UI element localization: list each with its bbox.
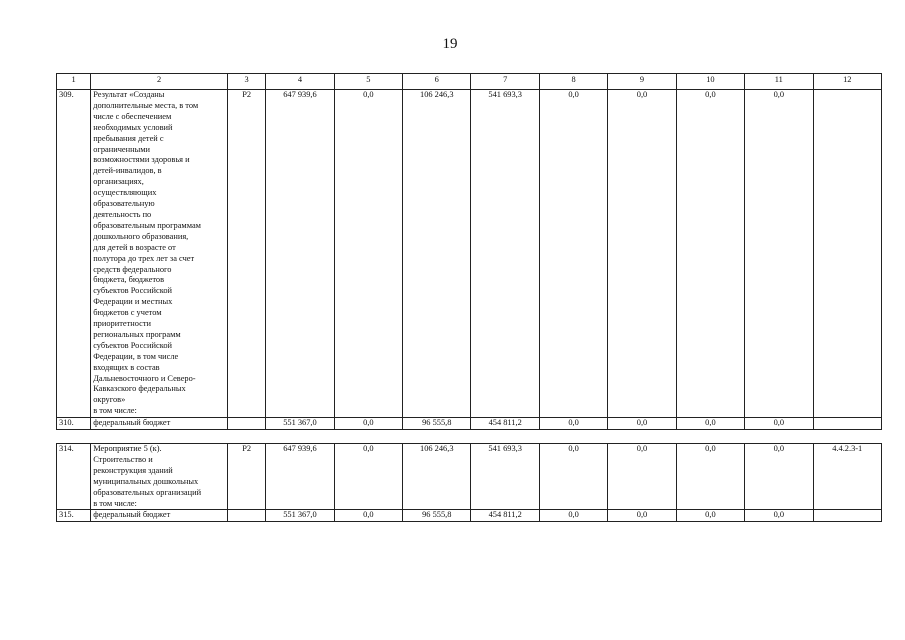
cell-col7: 454 811,2 (471, 510, 539, 522)
cell-col11: 0,0 (745, 418, 813, 430)
cell-col10: 0,0 (676, 444, 744, 510)
column-header: 2 (91, 74, 228, 90)
cell-col4: 647 939,6 (266, 444, 334, 510)
cell-col10: 0,0 (676, 90, 744, 418)
column-header: 6 (403, 74, 471, 90)
page-number: 19 (442, 36, 458, 52)
cell-col3 (228, 510, 266, 522)
cell-col9: 0,0 (608, 444, 676, 510)
cell-col3: Р2 (228, 444, 266, 510)
column-header: 4 (266, 74, 334, 90)
column-header: 11 (745, 74, 813, 90)
table-row (57, 90, 882, 418)
row-description: федеральный бюджет (91, 510, 228, 522)
column-header: 1 (57, 74, 91, 90)
column-header: 12 (813, 74, 882, 90)
table-header-row (57, 74, 882, 90)
cell-col12 (813, 90, 882, 418)
cell-col4: 647 939,6 (266, 90, 334, 418)
cell-col7: 454 811,2 (471, 418, 539, 430)
cell-col9: 0,0 (608, 418, 676, 430)
budget-table-bottom (56, 443, 882, 522)
cell-col8: 0,0 (539, 510, 607, 522)
cell-col5: 0,0 (334, 90, 402, 418)
cell-col12: 4.4.2.3-1 (813, 444, 882, 510)
cell-col11: 0,0 (745, 510, 813, 522)
row-number: 314. (57, 444, 91, 510)
cell-col12 (813, 510, 882, 522)
table-row (57, 418, 882, 430)
column-header: 5 (334, 74, 402, 90)
cell-col10: 0,0 (676, 418, 744, 430)
row-number: 310. (57, 418, 91, 430)
row-description: Мероприятие 5 (к). Строительство и реконструкция зданий муниципальных дошкольных образовательных организаций в том числе: (91, 444, 228, 510)
cell-col6: 96 555,8 (403, 418, 471, 430)
table-row (57, 444, 882, 510)
cell-col4: 551 367,0 (266, 418, 334, 430)
cell-col8: 0,0 (539, 90, 607, 418)
cell-col9: 0,0 (608, 510, 676, 522)
table-row (57, 510, 882, 522)
cell-col6: 106 246,3 (403, 444, 471, 510)
column-header: 9 (608, 74, 676, 90)
cell-col3 (228, 418, 266, 430)
cell-col9: 0,0 (608, 90, 676, 418)
row-description: федеральный бюджет (91, 418, 228, 430)
row-description: Результат «Созданы дополнительные места, в том числе с обеспечением необходимых условий пребывания детей с ограниченными возможностями здоровья и детей-инвалидов, в организациях, осуществляющих образовательную деятельность по образовательным программам дошкольного образования, для детей в возрасте от полутора до трех лет за счет средств федерального бюджета, бюджетов субъектов Российской Федерации и местных бюджетов с учетом приоритетности региональных программ субъектов Российской Федерации, в том числе входящих в состав Дальневосточного и Северо- Кавказского федеральных округов» в том числе: (91, 90, 228, 418)
cell-col5: 0,0 (334, 510, 402, 522)
cell-col6: 96 555,8 (403, 510, 471, 522)
column-header: 8 (539, 74, 607, 90)
cell-col5: 0,0 (334, 444, 402, 510)
row-number: 309. (57, 90, 91, 418)
cell-col5: 0,0 (334, 418, 402, 430)
cell-col7: 541 693,3 (471, 444, 539, 510)
cell-col8: 0,0 (539, 418, 607, 430)
budget-table-top (56, 73, 882, 430)
cell-col7: 541 693,3 (471, 90, 539, 418)
row-number: 315. (57, 510, 91, 522)
cell-col10: 0,0 (676, 510, 744, 522)
cell-col11: 0,0 (745, 444, 813, 510)
cell-col4: 551 367,0 (266, 510, 334, 522)
column-header: 10 (676, 74, 744, 90)
cell-col6: 106 246,3 (403, 90, 471, 418)
cell-col8: 0,0 (539, 444, 607, 510)
cell-col12 (813, 418, 882, 430)
cell-col11: 0,0 (745, 90, 813, 418)
column-header: 7 (471, 74, 539, 90)
column-header: 3 (228, 74, 266, 90)
cell-col3: Р2 (228, 90, 266, 418)
